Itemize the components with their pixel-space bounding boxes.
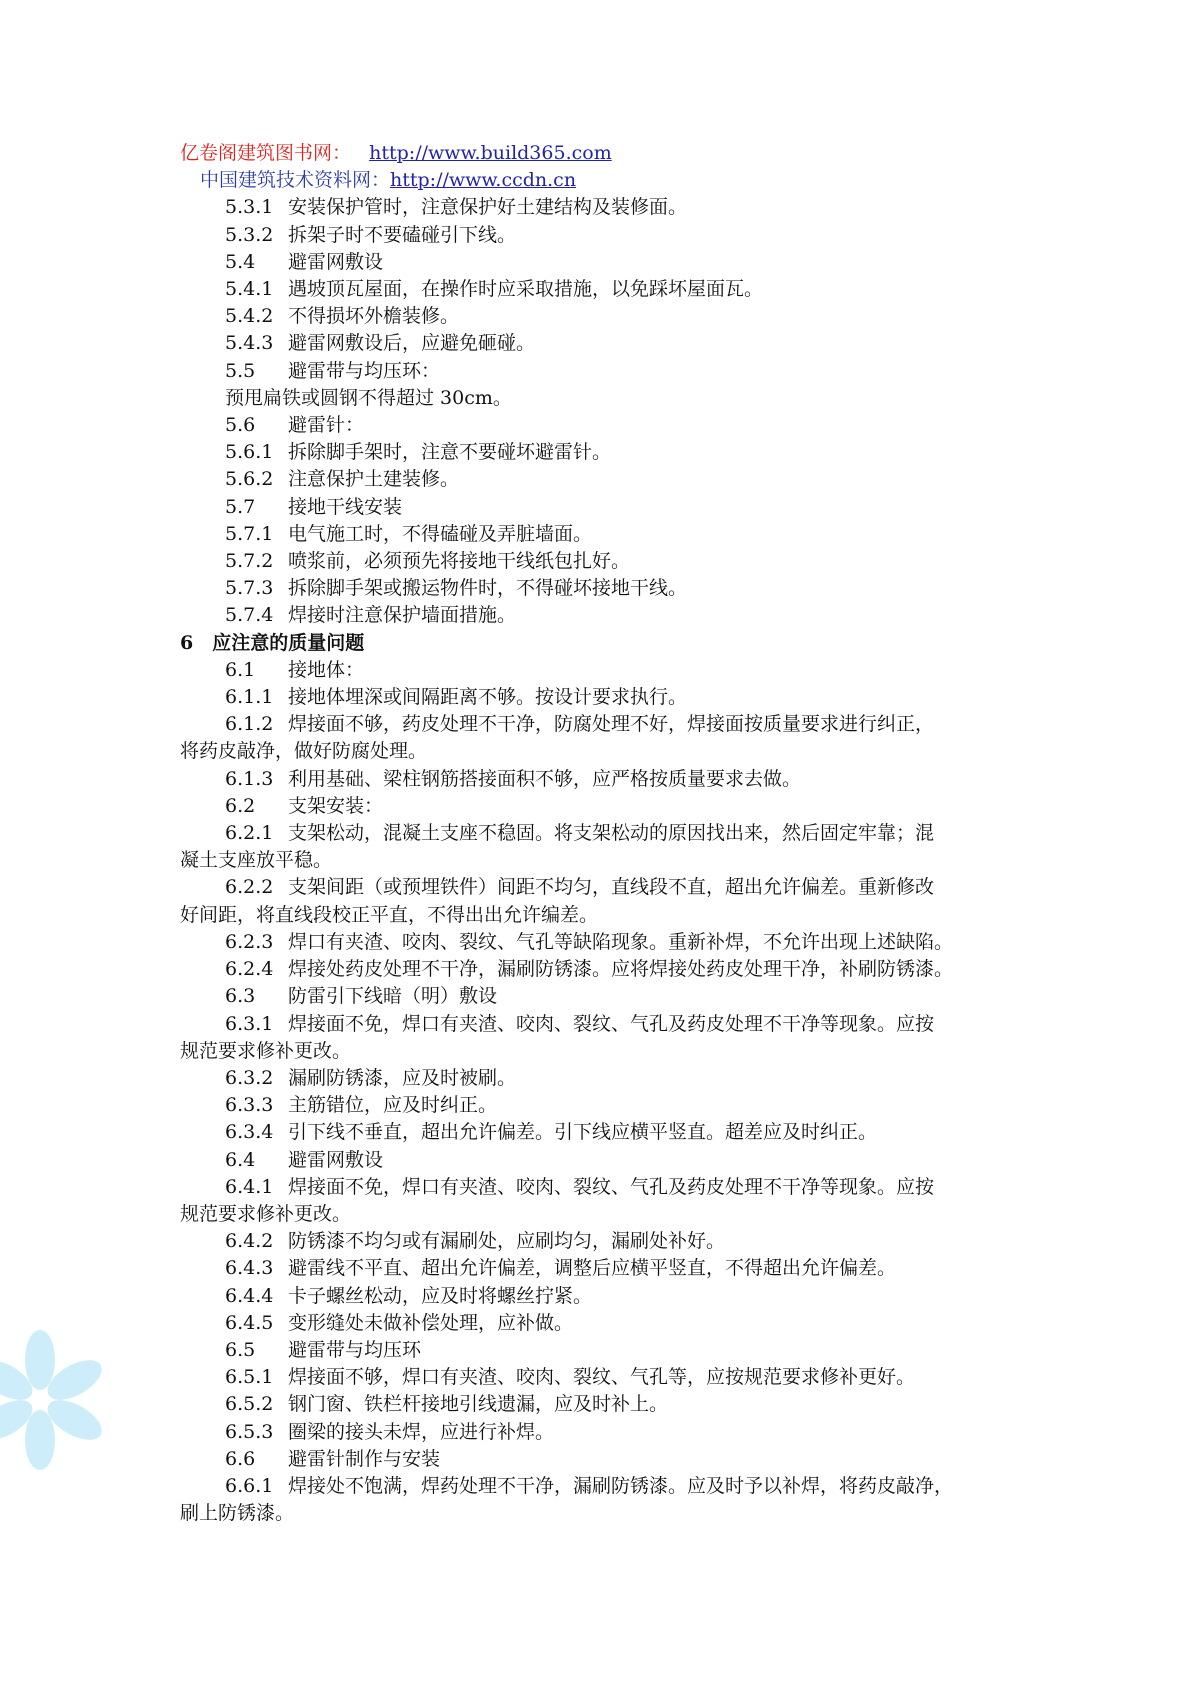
section-5-list: [180, 194, 1020, 629]
item-number: 6.4.1: [225, 1175, 274, 1198]
item-number: 6.3.3: [225, 1094, 274, 1117]
list-item: [180, 684, 1020, 711]
item-text: 预甩扁铁或圆钢不得超过 30cm。: [225, 386, 512, 409]
item-text: 拆除脚手架或搬运物件时，不得碰坏接地干线。: [288, 577, 688, 600]
item-number: 6.6.1: [225, 1474, 274, 1497]
item-text: 喷浆前，必须预先将接地干线纸包扎好。: [288, 550, 631, 573]
list-item: [180, 956, 1020, 983]
site1-link[interactable]: http://www.build365.com: [369, 142, 612, 164]
item-text: 焊接处不饱满，焊药处理不干净，漏刷防锈漆。应及时予以补焊，将药皮敲净，: [288, 1474, 954, 1497]
list-item: [180, 1364, 1020, 1391]
item-text: 避雷带与均压环：: [288, 359, 441, 382]
list-item: [180, 766, 1020, 793]
list-item: [180, 1337, 1020, 1364]
list-item: [180, 1011, 1020, 1065]
item-number: 5.5: [225, 359, 256, 382]
list-item: [180, 276, 1020, 303]
item-text: 安装保护管时，注意保护好土建结构及装修面。: [288, 196, 688, 219]
list-item: [180, 602, 1020, 629]
list-item: [180, 1255, 1020, 1282]
item-number: 5.6.1: [225, 441, 274, 464]
item-number: 6.4.4: [225, 1284, 274, 1307]
list-item: [180, 222, 1020, 249]
item-number: 6.6: [225, 1447, 256, 1470]
item-text: 不得损坏外檐装修。: [288, 305, 460, 328]
list-item: [180, 1092, 1020, 1119]
site2-label: 中国建筑技术资料网：: [200, 169, 391, 192]
item-text-continued: 规范要求修补更改。: [180, 1202, 352, 1225]
item-text: 避雷带与均压环: [288, 1338, 422, 1361]
item-number: 6.3.4: [225, 1121, 274, 1144]
item-text: 注意保护土建装修。: [288, 468, 460, 491]
item-text: 接地体埋深或间隔距离不够。按设计要求执行。: [288, 686, 688, 709]
item-text: 拆架子时不要磕碰引下线。: [288, 223, 517, 246]
item-number: 5.4: [225, 250, 256, 273]
item-number: 5.6: [225, 414, 256, 437]
section-6-list: [180, 657, 1020, 1528]
item-number: 6.5: [225, 1338, 256, 1361]
list-item: [180, 358, 1020, 385]
list-item: [180, 330, 1020, 357]
item-text: 支架松动，混凝土支座不稳固。将支架松动的原因找出来，然后固定牢靠；混: [288, 822, 935, 845]
list-item: [180, 793, 1020, 820]
item-text: 卡子螺丝松动，应及时将螺丝拧紧。: [288, 1284, 593, 1307]
header-line-2: [180, 167, 1020, 194]
item-text: 支架安装：: [288, 794, 384, 817]
item-number: 5.3.2: [225, 223, 274, 246]
header-line-1: [180, 140, 1020, 167]
item-text: 遇坡顶瓦屋面，在操作时应采取措施，以免踩坏屋面瓦。: [288, 278, 764, 301]
list-item: [180, 711, 1020, 765]
list-item: [180, 303, 1020, 330]
item-number: 6.1.3: [225, 767, 274, 790]
list-item: [180, 1446, 1020, 1473]
item-text: 焊接时注意保护墙面措施。: [288, 604, 517, 627]
item-number: 5.7.1: [225, 522, 274, 545]
item-text-continued: 规范要求修补更改。: [180, 1039, 352, 1062]
list-item: [180, 1065, 1020, 1092]
list-item: [180, 820, 1020, 874]
item-number: 6.1.1: [225, 686, 274, 709]
item-number: 5.3.1: [225, 196, 274, 219]
item-text: 圈梁的接头未焊，应进行补焊。: [288, 1420, 555, 1443]
item-text: 避雷针：: [288, 414, 365, 437]
list-item: [180, 1419, 1020, 1446]
list-item: [180, 466, 1020, 493]
item-text: 钢门窗、铁栏杆接地引线遗漏，应及时补上。: [288, 1393, 669, 1416]
item-number: 6.4.2: [225, 1230, 274, 1253]
item-number: 6.3.1: [225, 1012, 274, 1035]
list-item: [180, 874, 1020, 928]
item-text: 避雷网敷设: [288, 1148, 384, 1171]
list-item: [180, 1473, 1020, 1527]
item-number: 5.7: [225, 495, 256, 518]
item-text: 焊接面不免，焊口有夹渣、咬肉、裂纹、气孔及药皮处理不干净等现象。应按: [288, 1175, 935, 1198]
section-6-heading: 6 应注意的质量问题: [180, 631, 365, 654]
list-item: [180, 385, 1020, 412]
item-number: 5.7.3: [225, 577, 274, 600]
item-text-continued: 凝土支座放平稳。: [180, 849, 333, 872]
item-number: 6.2: [225, 794, 256, 817]
item-number: 6.2.4: [225, 958, 274, 981]
item-number: 6.1: [225, 658, 256, 681]
item-number: 6.4.5: [225, 1311, 274, 1334]
item-number: 5.7.2: [225, 550, 274, 573]
list-item: [180, 494, 1020, 521]
item-text: 避雷网敷设: [288, 250, 384, 273]
list-item: [180, 521, 1020, 548]
list-item: [180, 1147, 1020, 1174]
item-text: 焊接面不够，药皮处理不干净，防腐处理不好，焊接面按质量要求进行纠正，: [288, 713, 935, 736]
list-item: [180, 439, 1020, 466]
item-text: 主筋错位，应及时纠正。: [288, 1094, 498, 1117]
item-text: 焊接面不免，焊口有夹渣、咬肉、裂纹、气孔及药皮处理不干净等现象。应按: [288, 1012, 935, 1035]
item-number: 6.5.1: [225, 1366, 274, 1389]
watermark-flower-icon: [0, 1330, 110, 1470]
list-item: [180, 194, 1020, 221]
list-item: [180, 929, 1020, 956]
item-number: 6.4: [225, 1148, 256, 1171]
item-text: 漏刷防锈漆，应及时被刷。: [288, 1066, 517, 1089]
item-text: 避雷线不平直、超出允许偏差，调整后应横平竖直，不得超出允许偏差。: [288, 1257, 897, 1280]
item-text-continued: 好间距，将直线段校正平直，不得出出允许编差。: [180, 903, 599, 926]
list-item: [180, 548, 1020, 575]
item-text: 接地体：: [288, 658, 365, 681]
item-text: 避雷针制作与安装: [288, 1447, 441, 1470]
item-number: 6.3.2: [225, 1066, 274, 1089]
item-text-continued: 将药皮敲净，做好防腐处理。: [180, 740, 428, 763]
item-text: 引下线不垂直，超出允许偏差。引下线应横平竖直。超差应及时纠正。: [288, 1121, 878, 1144]
item-text: 防雷引下线暗（明）敷设: [288, 985, 498, 1008]
list-item: [180, 412, 1020, 439]
site2-link[interactable]: http://www.ccdn.cn: [390, 169, 577, 192]
item-number: 5.4.1: [225, 278, 274, 301]
item-number: 5.4.2: [225, 305, 274, 328]
item-number: 5.7.4: [225, 604, 274, 627]
item-number: 6.1.2: [225, 713, 274, 736]
item-number: 5.4.3: [225, 332, 274, 355]
list-item: [180, 983, 1020, 1010]
item-text: 避雷网敷设后，应避免砸碰。: [288, 332, 536, 355]
item-text-continued: 刷上防锈漆。: [180, 1502, 295, 1525]
document-body: [180, 140, 1020, 1527]
item-number: 6.2.1: [225, 822, 274, 845]
item-text: 接地干线安装: [288, 495, 403, 518]
item-text: 变形缝处未做补偿处理，应补做。: [288, 1311, 574, 1334]
list-item: [180, 1310, 1020, 1337]
item-text: 利用基础、梁柱钢筋搭接面积不够，应严格按质量要求去做。: [288, 767, 802, 790]
item-text: 防锈漆不均匀或有漏刷处，应刷均匀，漏刷处补好。: [288, 1230, 726, 1253]
item-number: 6.4.3: [225, 1257, 274, 1280]
item-number: 6.3: [225, 985, 256, 1008]
item-number: 6.2.2: [225, 876, 274, 899]
list-item: [180, 575, 1020, 602]
item-number: 6.2.3: [225, 930, 274, 953]
list-item: [180, 249, 1020, 276]
list-item: [180, 1391, 1020, 1418]
item-text: 支架间距（或预埋铁件）间距不均匀，直线段不直，超出允许偏差。重新修改: [288, 876, 935, 899]
list-item: [180, 1283, 1020, 1310]
site1-label: 亿卷阁建筑图书网：: [180, 142, 352, 164]
item-number: 6.5.2: [225, 1393, 274, 1416]
item-text: 焊接处药皮处理不干净，漏刷防锈漆。应将焊接处药皮处理干净，补刷防锈漆。: [288, 958, 954, 981]
list-item: [180, 1228, 1020, 1255]
list-item: [180, 1119, 1020, 1146]
item-text: 焊口有夹渣、咬肉、裂纹、气孔等缺陷现象。重新补焊，不允许出现上述缺陷。: [288, 930, 954, 953]
item-text: 焊接面不够，焊口有夹渣、咬肉、裂纹、气孔等，应按规范要求修补更好。: [288, 1366, 916, 1389]
item-number: 6.5.3: [225, 1420, 274, 1443]
item-text: 拆除脚手架时，注意不要碰坏避雷针。: [288, 441, 612, 464]
list-item: [180, 1174, 1020, 1228]
list-item: [180, 657, 1020, 684]
item-text: 电气施工时，不得磕碰及弄脏墙面。: [288, 522, 593, 545]
item-number: 5.6.2: [225, 468, 274, 491]
